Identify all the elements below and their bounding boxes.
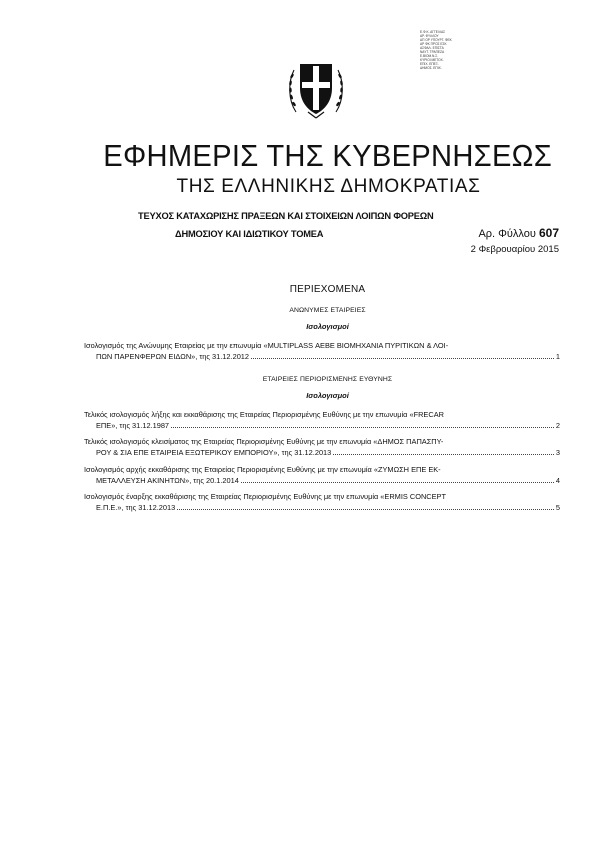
entry-leader-line (84, 503, 560, 514)
dot-leader (251, 358, 554, 359)
stamp-line: ΑΠ ΟΡ ΥΠΟΥΡΓ. ΦΕΚ (420, 38, 452, 42)
issue-label: Αρ. Φύλλου (478, 228, 536, 240)
dot-leader (177, 509, 554, 510)
issue-date: 2 Φεβρουαρίου 2015 (470, 244, 559, 255)
entry-text-line: ΡΟΥ & ΣΙΑ ΕΠΕ ΕΤΑΙΡΕΙΑ ΕΞΩΤΕΡΙΚΟΥ ΕΜΠΟΡΙΟΥ», της 31.12.2013 (96, 447, 332, 457)
contents-entry[interactable] (84, 492, 560, 513)
entry-page-number: 1 (555, 351, 560, 361)
entry-leader-line (84, 476, 560, 487)
dot-leader (241, 482, 554, 483)
section-heading: ΑΝΩΝΥΜΕΣ ΕΤΑΙΡΕΙΕΣ (289, 307, 366, 314)
distribution-stamp (420, 30, 480, 70)
stamp-line: ΑΡ. ΦΥΛΛΟΥ (420, 34, 439, 38)
entry-text-line: ΕΠΕ», της 31.12.1987 (96, 420, 170, 430)
entry-leader-line (84, 421, 560, 432)
entry-page-number: 2 (555, 420, 560, 430)
gazette-title: ΕΦΗΜΕΡΙΣ ΤΗΣ ΚΥΒΕΡΝΗΣΕΩΣ (103, 138, 553, 173)
stamp-line: ΕΠΙΧ. ΕΠΕΞ. (420, 62, 439, 66)
entry-text-line: Τελικός ισολογισμός κλεισίματος της Εταιρείας Περιορισμένης Ευθύνης με την επωνυμία «ΔΗΜΟΣ ΠΑΠΑΣΠΥ- (84, 437, 444, 446)
section-heading: ΕΤΑΙΡΕΙΕΣ ΠΕΡΙΟΡΙΣΜΕΝΗΣ ΕΥΘΥΝΗΣ (262, 376, 393, 383)
entry-text-line: Ε.Π.Ε.», της 31.12.2013 (96, 502, 176, 512)
entry-text-line: ΜΕΤΑΛΛΕΥΣΗ ΑΚΙΝΗΤΩΝ», της 20.1.2014 (96, 475, 239, 485)
section-subheading: Ισολογισμοί (306, 322, 349, 331)
entry-page-number: 4 (555, 475, 560, 485)
section-subheading: Ισολογισμοί (306, 391, 349, 400)
issue-value: 607 (538, 226, 559, 240)
stamp-line: ΑΡ ΦΚ ΠΡΟΣ ΕΣΚ (420, 42, 447, 46)
stamp-line: ΝΑΥΤ. ΤΡΑΠΕΖΑ (420, 50, 445, 54)
contents-entry[interactable] (84, 465, 560, 486)
entry-page-number: 3 (555, 447, 560, 457)
stamp-line: ΚΥΡΙΟΙ ΜΕΤΟΧ. (420, 58, 444, 62)
series-line-1: ΤΕΥΧΟΣ ΚΑΤΑΧΩΡΙΣΗΣ ΠΡΑΞΕΩΝ ΚΑΙ ΣΤΟΙΧΕΙΩΝ ΛΟΙΠΩΝ ΦΟΡΕΩΝ (138, 211, 434, 221)
dot-leader (171, 427, 554, 428)
entry-text-line: Τελικός ισολογισμός λήξης και εκκαθάρισης της Εταιρείας Περιορισμένης Ευθύνης με την επωνυμία «FRECAR (84, 410, 444, 419)
dot-leader (333, 454, 554, 455)
stamp-line: Ε.Φ.Κ. ΑΓΓΕΛΙΑΣ (420, 30, 446, 34)
contents-entry[interactable] (84, 410, 560, 431)
entry-text-line: Ισολογισμός αρχής εκκαθάρισης της Εταιρείας Περιορισμένης Ευθύνης με την επωνυμία «ΖΥΜΩΣΗ ΕΠΕ ΕΚ- (84, 465, 441, 474)
gazette-subtitle: ΤΗΣ ΕΛΛΗΝΙΚΗΣ ΔΗΜΟΚΡΑΤΙΑΣ (176, 176, 481, 197)
issue-number (478, 226, 559, 240)
entry-text-line: Ισολογισμός της Ανώνυμης Εταιρείας με την επωνυμία «MULTIPLASS ΑΕΒΕ ΒΙΟΜΗΧΑΝΙΑ ΠΥΡΙΤΙΚΩΝ & ΛΟΙ- (84, 341, 449, 350)
stamp-line: ΑΣΦΑΛ. ΕΠΙΣΤΑ (420, 46, 444, 50)
entry-text-line: ΠΩΝ ΠΑΡΕΝΦΕΡΩΝ ΕΙΔΩΝ», της 31.12.2012 (96, 351, 250, 361)
contents-title: ΠΕΡΙΕΧΟΜΕΝΑ (289, 284, 366, 295)
entry-text-line: Ισολογισμός έναρξης εκκαθάρισης της Εταιρείας Περιορισμένης Ευθύνης με την επωνυμία «ERMIS CONCEPT (84, 492, 447, 501)
entry-leader-line (84, 448, 560, 459)
greek-coat-of-arms-icon (286, 52, 346, 124)
series-line-2: ΔΗΜΟΣΙΟΥ ΚΑΙ ΙΔΙΩΤΙΚΟΥ ΤΟΜΕΑ (175, 229, 324, 239)
stamp-line: ΔΗΜΟΣ. ΕΠΙΧ. (420, 66, 442, 70)
contents-entry[interactable] (84, 341, 560, 362)
entry-page-number: 5 (555, 502, 560, 512)
entry-leader-line (84, 352, 560, 363)
contents-entry[interactable] (84, 437, 560, 458)
stamp-line: Ε.ΒΙΟΜ.Ν.Σ. (420, 54, 439, 58)
